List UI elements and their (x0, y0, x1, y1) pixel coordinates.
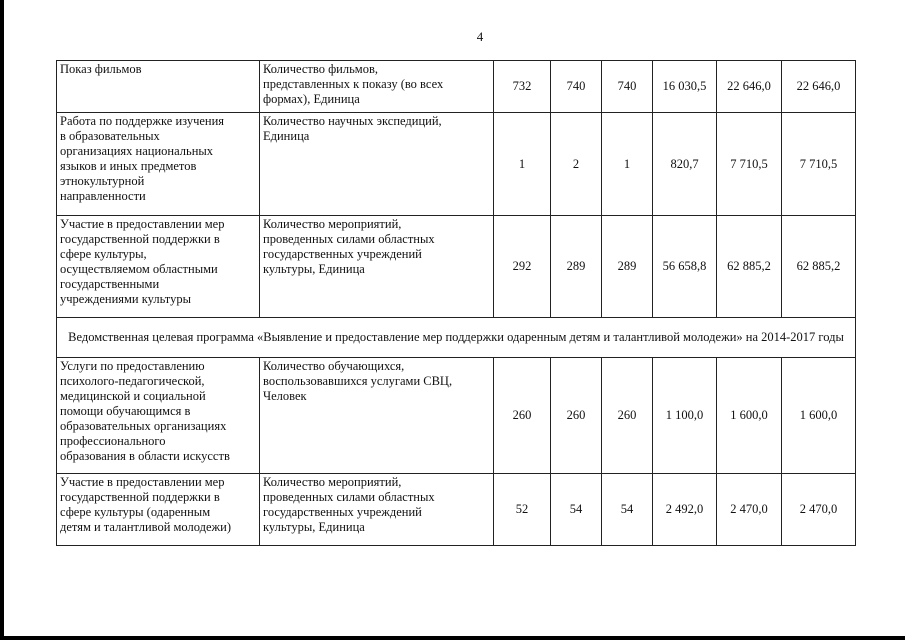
indicator-cell: Количество мероприятий, проведенных силами областных государственных учреждений культуры, Единица (260, 474, 494, 546)
value-cell: 62 885,2 (782, 216, 856, 318)
value-cell: 56 658,8 (653, 216, 717, 318)
value-cell: 7 710,5 (717, 113, 782, 216)
value-cell: 1 600,0 (782, 358, 856, 474)
value-cell: 54 (551, 474, 602, 546)
service-cell: Услуги по предоставлению психолого-педагогической, медицинской и социальной помощи обучающимся в образовательных организациях профессионального образования в области искусств (57, 358, 260, 474)
services-table (56, 60, 856, 546)
value-cell: 52 (494, 474, 551, 546)
indicator-cell: Количество обучающихся, воспользовавшихся услугами СВЦ, Человек (260, 358, 494, 474)
indicator-cell: Количество мероприятий, проведенных силами областных государственных учреждений культуры, Единица (260, 216, 494, 318)
indicator-cell: Количество научных экспедиций, Единица (260, 113, 494, 216)
value-cell: 260 (602, 358, 653, 474)
value-cell: 260 (551, 358, 602, 474)
table-row (57, 474, 856, 546)
value-cell: 16 030,5 (653, 61, 717, 113)
value-cell: 820,7 (653, 113, 717, 216)
value-cell: 22 646,0 (782, 61, 856, 113)
section-title: Ведомственная целевая программа «Выявление и предоставление мер поддержки одаренным детям и талантливой молодежи» на 2014-2017 годы (57, 318, 856, 358)
value-cell: 1 600,0 (717, 358, 782, 474)
page-number: 4 (476, 29, 484, 44)
value-cell: 292 (494, 216, 551, 318)
table-row (57, 61, 856, 113)
service-cell: Показ фильмов (57, 61, 260, 113)
value-cell: 62 885,2 (717, 216, 782, 318)
page-bottom-border (0, 636, 905, 640)
value-cell: 54 (602, 474, 653, 546)
table-row (57, 358, 856, 474)
value-cell: 260 (494, 358, 551, 474)
section-row (57, 318, 856, 358)
value-cell: 1 (494, 113, 551, 216)
value-cell: 2 492,0 (653, 474, 717, 546)
service-cell: Участие в предоставлении мер государственной поддержки в сфере культуры, осуществляемом областными государственными учреждениями культуры (57, 216, 260, 318)
service-cell: Участие в предоставлении мер государственной поддержки в сфере культуры (одаренным детям и талантливой молодежи) (57, 474, 260, 546)
value-cell: 1 100,0 (653, 358, 717, 474)
value-cell: 22 646,0 (717, 61, 782, 113)
value-cell: 732 (494, 61, 551, 113)
value-cell: 740 (602, 61, 653, 113)
table-row (57, 113, 856, 216)
value-cell: 1 (602, 113, 653, 216)
value-cell: 289 (551, 216, 602, 318)
value-cell: 2 470,0 (717, 474, 782, 546)
value-cell: 7 710,5 (782, 113, 856, 216)
table-row (57, 216, 856, 318)
page-left-border (0, 0, 4, 640)
value-cell: 2 (551, 113, 602, 216)
value-cell: 289 (602, 216, 653, 318)
value-cell: 740 (551, 61, 602, 113)
indicator-cell: Количество фильмов, представленных к показу (во всех формах), Единица (260, 61, 494, 113)
value-cell: 2 470,0 (782, 474, 856, 546)
service-cell: Работа по поддержке изучения в образовательных организациях национальных языков и иных предметов этнокультурной направленности (57, 113, 260, 216)
